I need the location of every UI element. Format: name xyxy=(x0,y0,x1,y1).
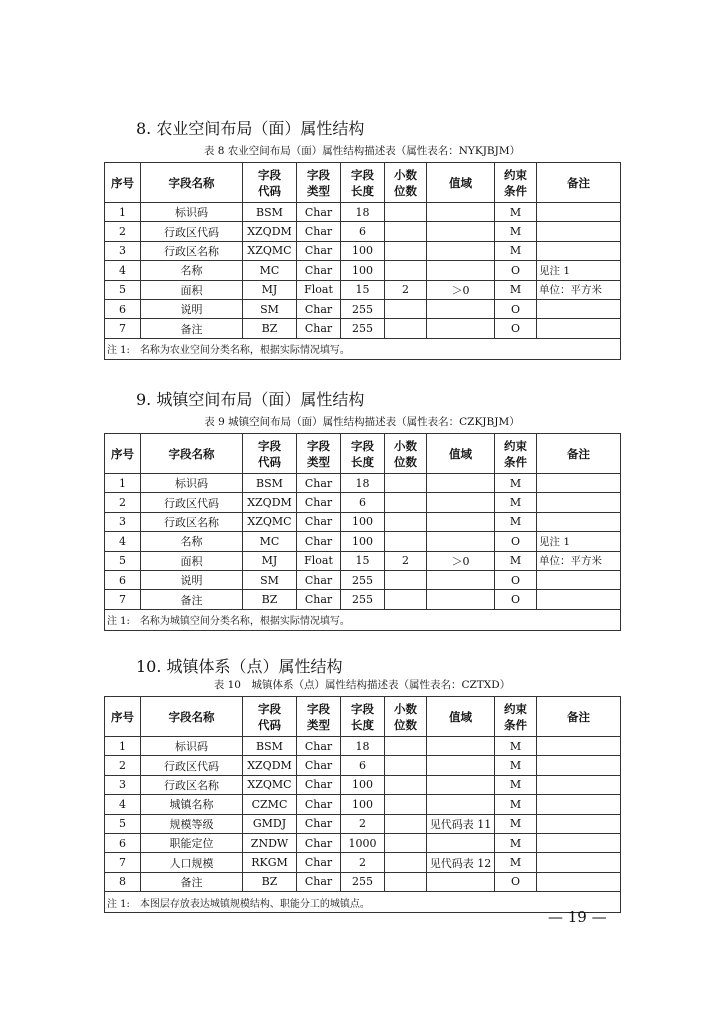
cell-remark xyxy=(537,299,621,318)
cell-remark xyxy=(537,222,621,241)
cell-code: CZMC xyxy=(243,795,297,814)
cell-seq: 2 xyxy=(105,756,141,775)
cell-range xyxy=(427,872,495,891)
cell-constraint: M xyxy=(495,474,537,493)
cell-seq: 6 xyxy=(105,299,141,318)
table-header-row xyxy=(105,697,621,737)
cell-remark: 单位：平方米 xyxy=(537,280,621,299)
cell-seq: 4 xyxy=(105,532,141,551)
cell-name: 职能定位 xyxy=(141,833,243,852)
cell-length: 100 xyxy=(341,241,385,260)
cell-range xyxy=(427,299,495,318)
cell-decimal xyxy=(385,570,427,589)
column-header-name: 字段名称 xyxy=(141,697,243,737)
cell-seq: 6 xyxy=(105,833,141,852)
cell-constraint: O xyxy=(495,590,537,609)
cell-range xyxy=(427,532,495,551)
cell-type: Char xyxy=(297,512,341,531)
cell-code: SM xyxy=(243,299,297,318)
cell-code: XZQMC xyxy=(243,775,297,794)
cell-constraint: O xyxy=(495,299,537,318)
cell-code: BZ xyxy=(243,319,297,338)
cell-decimal xyxy=(385,299,427,318)
cell-code: XZQDM xyxy=(243,222,297,241)
cell-decimal xyxy=(385,319,427,338)
cell-remark xyxy=(537,833,621,852)
cell-length: 100 xyxy=(341,775,385,794)
table-row xyxy=(105,241,621,260)
cell-seq: 8 xyxy=(105,872,141,891)
column-header-seq: 序号 xyxy=(105,434,141,474)
cell-seq: 2 xyxy=(105,493,141,512)
cell-range xyxy=(427,756,495,775)
cell-seq: 7 xyxy=(105,853,141,872)
column-header-seq: 序号 xyxy=(105,697,141,737)
cell-remark xyxy=(537,795,621,814)
cell-constraint: M xyxy=(495,833,537,852)
cell-code: XZQDM xyxy=(243,493,297,512)
table-row xyxy=(105,814,621,833)
cell-remark: 单位：平方米 xyxy=(537,551,621,570)
cell-code: SM xyxy=(243,570,297,589)
cell-length: 255 xyxy=(341,570,385,589)
table-row xyxy=(105,222,621,241)
cell-constraint: M xyxy=(495,512,537,531)
cell-seq: 1 xyxy=(105,737,141,756)
table-row xyxy=(105,590,621,609)
cell-name: 标识码 xyxy=(141,474,243,493)
column-header-decimal: 小数 位数 xyxy=(385,163,427,203)
table-caption: 表 9 城镇空间布局（面）属性结构描述表（属性表名：CZKJBJM） xyxy=(204,416,520,428)
cell-seq: 1 xyxy=(105,203,141,222)
cell-code: BZ xyxy=(243,590,297,609)
column-header-name: 字段名称 xyxy=(141,434,243,474)
cell-seq: 5 xyxy=(105,551,141,570)
cell-remark xyxy=(537,319,621,338)
cell-range xyxy=(427,590,495,609)
cell-seq: 6 xyxy=(105,570,141,589)
cell-decimal xyxy=(385,590,427,609)
cell-code: GMDJ xyxy=(243,814,297,833)
cell-constraint: M xyxy=(495,241,537,260)
column-header-range: 值域 xyxy=(427,697,495,737)
column-header-remark: 备注 xyxy=(537,697,621,737)
cell-decimal xyxy=(385,261,427,280)
cell-range: ＞0 xyxy=(427,551,495,570)
table-header-row xyxy=(105,434,621,474)
cell-type: Char xyxy=(297,493,341,512)
cell-code: XZQDM xyxy=(243,756,297,775)
column-header-code: 字段 代码 xyxy=(243,697,297,737)
cell-seq: 3 xyxy=(105,512,141,531)
cell-type: Char xyxy=(297,222,341,241)
table-row xyxy=(105,570,621,589)
cell-range: 见代码表 12 xyxy=(427,853,495,872)
cell-range xyxy=(427,474,495,493)
table-caption: 表 8 农业空间布局（面）属性结构描述表（属性表名：NYKJBJM） xyxy=(203,145,521,157)
table-note: 注 1: 名称为农业空间分类名称，根据实际情况填写。 xyxy=(105,338,621,359)
cell-type: Char xyxy=(297,737,341,756)
cell-constraint: M xyxy=(495,795,537,814)
cell-constraint: M xyxy=(495,222,537,241)
cell-remark xyxy=(537,570,621,589)
cell-remark xyxy=(537,737,621,756)
table-row xyxy=(105,261,621,280)
table-note-row xyxy=(105,609,621,630)
table-row xyxy=(105,203,621,222)
cell-code: MJ xyxy=(243,551,297,570)
cell-name: 行政区名称 xyxy=(141,241,243,260)
column-header-name: 字段名称 xyxy=(141,163,243,203)
cell-type: Char xyxy=(297,241,341,260)
cell-remark xyxy=(537,814,621,833)
table-note: 注 1: 本图层存放表达城镇规模结构、职能分工的城镇点。 xyxy=(105,892,621,913)
cell-decimal xyxy=(385,203,427,222)
cell-length: 15 xyxy=(341,551,385,570)
column-header-length: 字段 长度 xyxy=(341,163,385,203)
cell-remark: 见注 1 xyxy=(537,261,621,280)
attribute-table xyxy=(104,162,621,360)
cell-seq: 4 xyxy=(105,795,141,814)
cell-decimal xyxy=(385,795,427,814)
cell-seq: 3 xyxy=(105,775,141,794)
cell-name: 说明 xyxy=(141,570,243,589)
cell-code: BSM xyxy=(243,203,297,222)
cell-name: 行政区代码 xyxy=(141,756,243,775)
cell-remark xyxy=(537,474,621,493)
cell-decimal xyxy=(385,737,427,756)
cell-type: Char xyxy=(297,474,341,493)
cell-range xyxy=(427,737,495,756)
cell-code: MC xyxy=(243,261,297,280)
cell-constraint: M xyxy=(495,756,537,775)
cell-remark xyxy=(537,756,621,775)
table-row xyxy=(105,551,621,570)
cell-decimal xyxy=(385,872,427,891)
column-header-type: 字段 类型 xyxy=(297,163,341,203)
cell-remark xyxy=(537,775,621,794)
column-header-code: 字段 代码 xyxy=(243,163,297,203)
table-row xyxy=(105,872,621,891)
cell-type: Char xyxy=(297,795,341,814)
cell-name: 备注 xyxy=(141,590,243,609)
cell-seq: 4 xyxy=(105,261,141,280)
cell-name: 标识码 xyxy=(141,737,243,756)
cell-constraint: O xyxy=(495,261,537,280)
cell-code: ZNDW xyxy=(243,833,297,852)
column-header-range: 值域 xyxy=(427,163,495,203)
cell-length: 255 xyxy=(341,319,385,338)
cell-decimal xyxy=(385,222,427,241)
cell-length: 2 xyxy=(341,853,385,872)
cell-seq: 1 xyxy=(105,474,141,493)
cell-range: 见代码表 11 xyxy=(427,814,495,833)
cell-type: Char xyxy=(297,590,341,609)
table-caption: 表 10 城镇体系（点）属性结构描述表（属性表名：CZTXD） xyxy=(213,679,511,691)
cell-name: 名称 xyxy=(141,532,243,551)
cell-length: 18 xyxy=(341,203,385,222)
cell-remark xyxy=(537,590,621,609)
section-heading: 8. 农业空间布局（面）属性结构 xyxy=(136,119,365,138)
cell-type: Char xyxy=(297,833,341,852)
cell-decimal: 2 xyxy=(385,280,427,299)
cell-range xyxy=(427,570,495,589)
cell-constraint: M xyxy=(495,551,537,570)
cell-constraint: M xyxy=(495,775,537,794)
cell-name: 行政区代码 xyxy=(141,493,243,512)
cell-type: Char xyxy=(297,532,341,551)
cell-remark xyxy=(537,203,621,222)
column-header-length: 字段 长度 xyxy=(341,434,385,474)
cell-decimal xyxy=(385,833,427,852)
cell-type: Char xyxy=(297,203,341,222)
attribute-table xyxy=(104,696,621,913)
table-note-row xyxy=(105,338,621,359)
cell-seq: 5 xyxy=(105,280,141,299)
cell-type: Char xyxy=(297,775,341,794)
cell-name: 备注 xyxy=(141,319,243,338)
table-row xyxy=(105,795,621,814)
cell-decimal xyxy=(385,493,427,512)
cell-type: Char xyxy=(297,570,341,589)
cell-constraint: M xyxy=(495,737,537,756)
cell-range xyxy=(427,775,495,794)
cell-name: 面积 xyxy=(141,551,243,570)
cell-seq: 7 xyxy=(105,319,141,338)
cell-constraint: M xyxy=(495,493,537,512)
cell-name: 名称 xyxy=(141,261,243,280)
cell-decimal xyxy=(385,853,427,872)
table-header-row xyxy=(105,163,621,203)
page-number: — 19 — xyxy=(548,908,607,926)
table-row xyxy=(105,493,621,512)
column-header-decimal: 小数 位数 xyxy=(385,434,427,474)
table-row xyxy=(105,853,621,872)
cell-decimal xyxy=(385,756,427,775)
cell-name: 备注 xyxy=(141,872,243,891)
cell-range xyxy=(427,241,495,260)
cell-decimal: 2 xyxy=(385,551,427,570)
cell-name: 规模等级 xyxy=(141,814,243,833)
cell-code: XZQMC xyxy=(243,241,297,260)
table-row xyxy=(105,532,621,551)
column-header-decimal: 小数 位数 xyxy=(385,697,427,737)
cell-constraint: M xyxy=(495,853,537,872)
cell-remark: 见注 1 xyxy=(537,532,621,551)
cell-type: Char xyxy=(297,814,341,833)
cell-length: 100 xyxy=(341,261,385,280)
column-header-constraint: 约束 条件 xyxy=(495,434,537,474)
cell-range xyxy=(427,833,495,852)
cell-seq: 7 xyxy=(105,590,141,609)
cell-constraint: M xyxy=(495,280,537,299)
cell-length: 6 xyxy=(341,756,385,775)
cell-range xyxy=(427,222,495,241)
cell-range xyxy=(427,795,495,814)
column-header-code: 字段 代码 xyxy=(243,434,297,474)
cell-decimal xyxy=(385,775,427,794)
cell-code: MJ xyxy=(243,280,297,299)
cell-remark xyxy=(537,853,621,872)
cell-type: Float xyxy=(297,551,341,570)
cell-name: 标识码 xyxy=(141,203,243,222)
table-row xyxy=(105,474,621,493)
table-row xyxy=(105,512,621,531)
column-header-constraint: 约束 条件 xyxy=(495,697,537,737)
cell-range: ＞0 xyxy=(427,280,495,299)
cell-decimal xyxy=(385,814,427,833)
column-header-length: 字段 长度 xyxy=(341,697,385,737)
cell-code: BZ xyxy=(243,872,297,891)
cell-remark xyxy=(537,872,621,891)
cell-code: RKGM xyxy=(243,853,297,872)
cell-decimal xyxy=(385,241,427,260)
cell-range xyxy=(427,493,495,512)
cell-range xyxy=(427,203,495,222)
cell-type: Char xyxy=(297,299,341,318)
cell-type: Char xyxy=(297,756,341,775)
cell-length: 255 xyxy=(341,590,385,609)
column-header-range: 值域 xyxy=(427,434,495,474)
cell-seq: 2 xyxy=(105,222,141,241)
column-header-constraint: 约束 条件 xyxy=(495,163,537,203)
cell-constraint: O xyxy=(495,570,537,589)
column-header-seq: 序号 xyxy=(105,163,141,203)
table-row xyxy=(105,756,621,775)
cell-length: 255 xyxy=(341,872,385,891)
cell-code: MC xyxy=(243,532,297,551)
column-header-type: 字段 类型 xyxy=(297,434,341,474)
cell-length: 100 xyxy=(341,795,385,814)
table-row xyxy=(105,737,621,756)
cell-range xyxy=(427,261,495,280)
cell-name: 行政区名称 xyxy=(141,775,243,794)
cell-length: 18 xyxy=(341,474,385,493)
cell-constraint: O xyxy=(495,872,537,891)
column-header-remark: 备注 xyxy=(537,163,621,203)
cell-length: 18 xyxy=(341,737,385,756)
cell-name: 行政区代码 xyxy=(141,222,243,241)
cell-length: 1000 xyxy=(341,833,385,852)
cell-length: 100 xyxy=(341,532,385,551)
cell-constraint: O xyxy=(495,532,537,551)
cell-remark xyxy=(537,241,621,260)
cell-length: 6 xyxy=(341,222,385,241)
cell-code: BSM xyxy=(243,474,297,493)
cell-name: 行政区名称 xyxy=(141,512,243,531)
cell-remark xyxy=(537,512,621,531)
cell-length: 255 xyxy=(341,299,385,318)
table-note: 注 1: 名称为城镇空间分类名称，根据实际情况填写。 xyxy=(105,609,621,630)
cell-constraint: O xyxy=(495,319,537,338)
cell-type: Char xyxy=(297,261,341,280)
cell-type: Float xyxy=(297,280,341,299)
cell-length: 2 xyxy=(341,814,385,833)
table-row xyxy=(105,299,621,318)
cell-constraint: M xyxy=(495,814,537,833)
section-heading: 9. 城镇空间布局（面）属性结构 xyxy=(136,390,365,409)
section-heading: 10. 城镇体系（点）属性结构 xyxy=(136,657,343,676)
cell-length: 100 xyxy=(341,512,385,531)
table-row xyxy=(105,833,621,852)
cell-name: 人口规模 xyxy=(141,853,243,872)
cell-remark xyxy=(537,493,621,512)
cell-seq: 5 xyxy=(105,814,141,833)
cell-constraint: M xyxy=(495,203,537,222)
cell-name: 城镇名称 xyxy=(141,795,243,814)
cell-name: 说明 xyxy=(141,299,243,318)
cell-decimal xyxy=(385,512,427,531)
cell-length: 15 xyxy=(341,280,385,299)
cell-type: Char xyxy=(297,319,341,338)
cell-range xyxy=(427,512,495,531)
cell-name: 面积 xyxy=(141,280,243,299)
cell-range xyxy=(427,319,495,338)
attribute-table xyxy=(104,433,621,631)
table-row xyxy=(105,319,621,338)
table-note-row xyxy=(105,892,621,913)
column-header-remark: 备注 xyxy=(537,434,621,474)
cell-code: BSM xyxy=(243,737,297,756)
cell-decimal xyxy=(385,474,427,493)
cell-code: XZQMC xyxy=(243,512,297,531)
cell-decimal xyxy=(385,532,427,551)
table-row xyxy=(105,775,621,794)
cell-seq: 3 xyxy=(105,241,141,260)
table-row xyxy=(105,280,621,299)
cell-type: Char xyxy=(297,872,341,891)
column-header-type: 字段 类型 xyxy=(297,697,341,737)
cell-type: Char xyxy=(297,853,341,872)
cell-length: 6 xyxy=(341,493,385,512)
